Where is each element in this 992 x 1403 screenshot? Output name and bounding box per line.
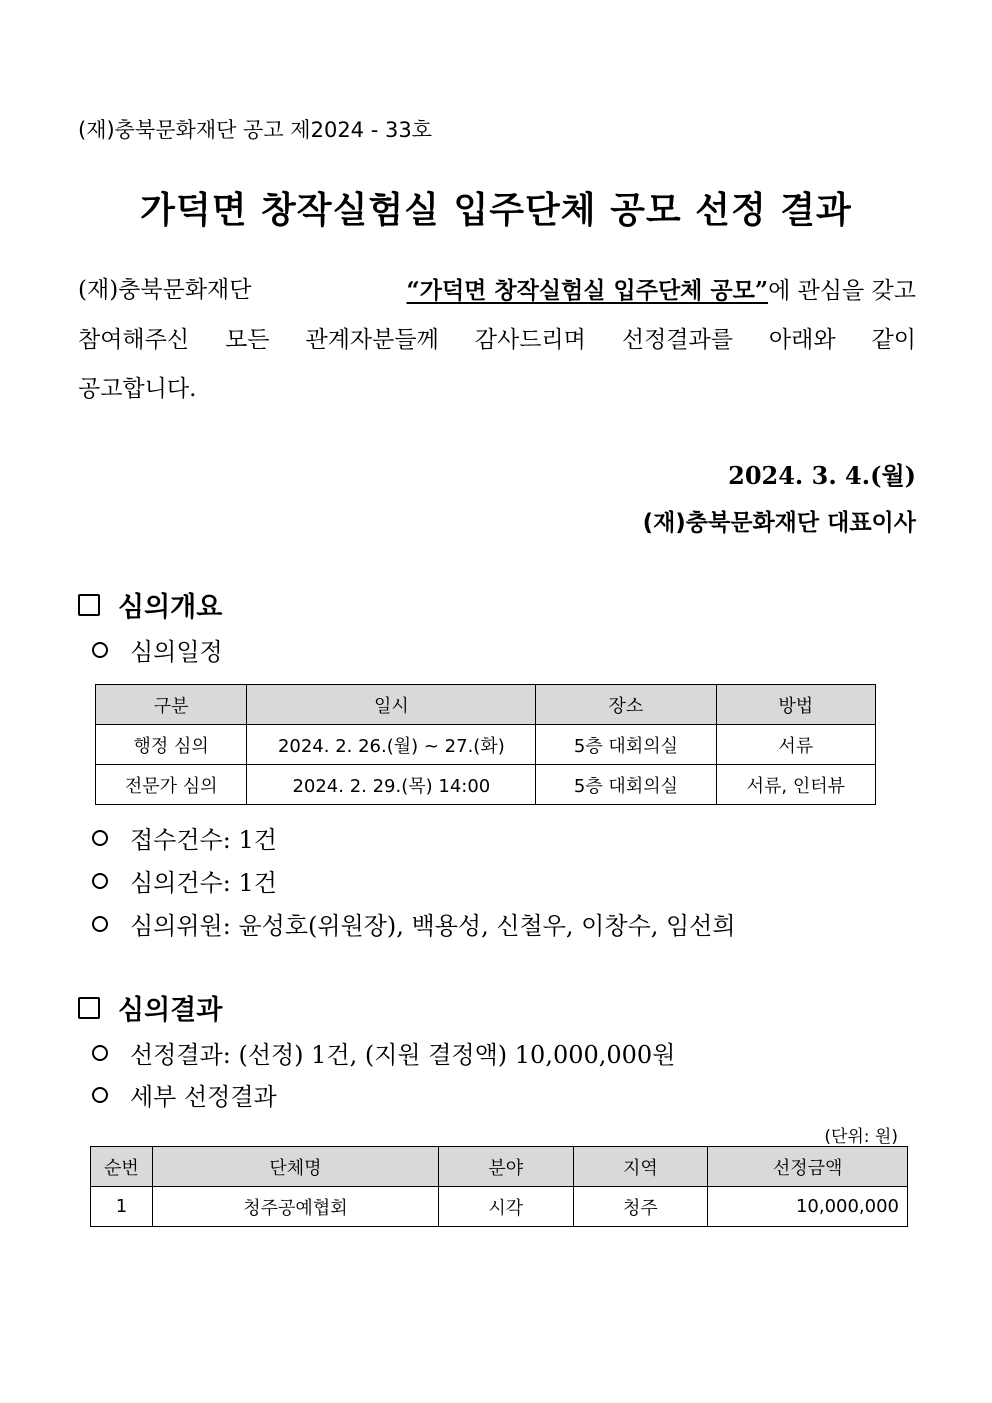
table-header-row [96, 685, 876, 725]
circle-bullet-icon [92, 873, 108, 889]
checkbox-square-icon [78, 594, 100, 616]
table-cell: 5층 대회의실 [536, 725, 716, 765]
table-cell: 청주공예협회 [152, 1187, 438, 1227]
issuer: (재)충북문화재단 대표이사 [642, 510, 916, 536]
checkbox-square-icon [78, 997, 100, 1019]
header-cell: 일시 [247, 685, 536, 725]
bullet-summary: 선정결과: (선정) 1건, (지원 결정액) 10,000,000원 [92, 1035, 675, 1070]
header-cell: 방법 [716, 685, 875, 725]
notice-date: 2024. 3. 4.(월) [728, 461, 916, 490]
intro-line-3: 공고합니다. [78, 376, 197, 402]
table-cell: 2024. 2. 26.(월) ~ 27.(화) [247, 725, 536, 765]
header-cell: 구분 [96, 685, 247, 725]
intro-line-1 [78, 266, 916, 316]
header-cell: 순번 [91, 1147, 153, 1187]
header-cell: 지역 [573, 1147, 708, 1187]
table-row [96, 725, 876, 765]
section-review-overview [78, 585, 222, 624]
intro-line-2: 참여해주신 모든 관계자분들께 감사드리며 선정결과를 아래와 같이 [78, 327, 916, 353]
section-title: 심의결과 [118, 995, 223, 1026]
bullet-detail: 세부 선정결과 [92, 1077, 277, 1112]
section-review-result [78, 988, 222, 1027]
intro-program-name: “가덕면 창작실험실 입주단체 공모” [406, 277, 769, 304]
table-cell: 5층 대회의실 [536, 765, 716, 805]
table-cell: 청주 [573, 1187, 708, 1227]
page-title: 가덕면 창작실험실 입주단체 공모 선정 결과 [140, 190, 852, 231]
unit-note: (단위: 원) [824, 1127, 898, 1147]
header-cell: 분야 [439, 1147, 574, 1187]
header-cell: 선정금액 [708, 1147, 908, 1187]
table-row [91, 1187, 908, 1227]
header-cell: 장소 [536, 685, 716, 725]
header-cell: 단체명 [152, 1147, 438, 1187]
table-row [96, 765, 876, 805]
intro-paragraph [78, 266, 916, 414]
circle-bullet-icon [92, 1087, 108, 1103]
circle-bullet-icon [92, 1045, 108, 1061]
table-cell: 전문가 심의 [96, 765, 247, 805]
table-cell: 1 [91, 1187, 153, 1227]
selection-result-table [90, 1146, 908, 1227]
table-cell: 2024. 2. 29.(목) 14:00 [247, 765, 536, 805]
table-cell: 행정 심의 [96, 725, 247, 765]
bullet-reviews: 심의건수: 1건 [92, 863, 277, 898]
circle-bullet-icon [92, 642, 108, 658]
notice-number: (재)충북문화재단 공고 제2024 - 33호 [78, 118, 432, 142]
bullet-schedule: 심의일정 [92, 632, 223, 667]
intro-line-1-tail: 에 관심을 갖고 [768, 278, 916, 304]
table-cell: 서류 [716, 725, 875, 765]
bullet-receipts: 접수건수: 1건 [92, 820, 277, 855]
circle-bullet-icon [92, 830, 108, 846]
section-title: 심의개요 [118, 592, 223, 623]
table-cell: 10,000,000 [708, 1187, 908, 1227]
review-schedule-table [95, 684, 876, 805]
table-cell: 서류, 인터뷰 [716, 765, 875, 805]
intro-org: (재)충북문화재단 [78, 277, 252, 303]
table-cell: 시각 [439, 1187, 574, 1227]
circle-bullet-icon [92, 916, 108, 932]
table-header-row [91, 1147, 908, 1187]
bullet-committee: 심의위원: 윤성호(위원장), 백용성, 신철우, 이창수, 임선희 [92, 906, 736, 941]
